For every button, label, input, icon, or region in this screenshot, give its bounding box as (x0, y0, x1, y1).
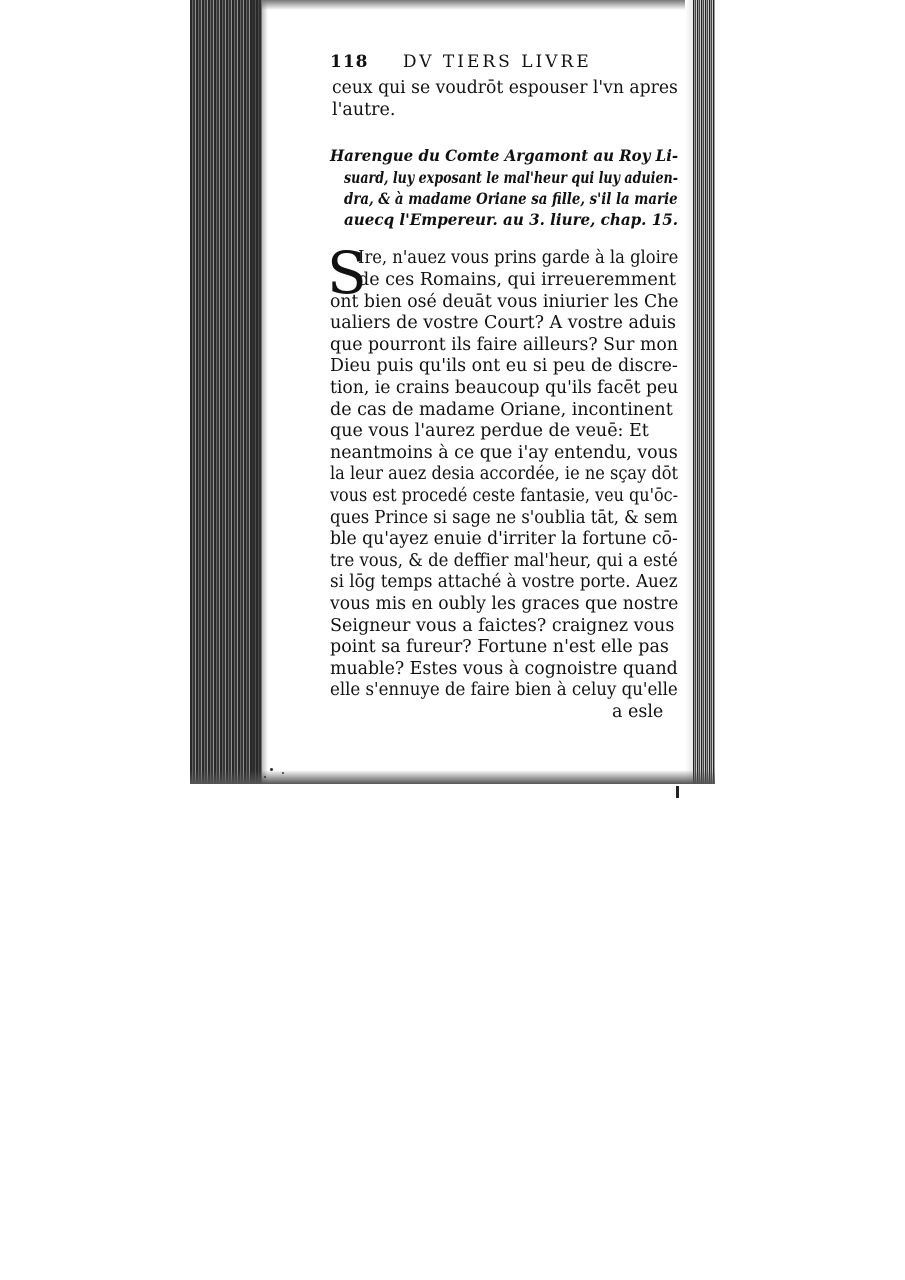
body-line: vous mis en oubly les graces que nostre (330, 594, 679, 614)
body-line: point sa fureur? Fortune n'est elle pas (330, 637, 669, 657)
body-line: muable? Estes vous à cognoistre quand (330, 659, 678, 679)
heading-line: auecq l'Empereur. au 3. liure, chap. 15. (344, 210, 678, 229)
scan-speck (270, 768, 273, 771)
book-fore-edge (693, 0, 715, 784)
drop-cap: S (327, 239, 367, 307)
body-line: la leur auez desia accordée, ie ne sçay dōt (330, 464, 679, 484)
body-line: ont bien osé deuāt vous iniurier les Che (330, 292, 679, 312)
body-line: que pourront ils faire ailleurs? Sur mon (330, 335, 678, 355)
running-header (330, 52, 630, 72)
scan-mark (676, 786, 679, 798)
page-number: 118 (330, 52, 369, 72)
body-line: de cas de madame Oriane, incontinent (330, 400, 673, 420)
running-title: DV TIERS LIVRE (402, 52, 592, 72)
body-line: tre vous, & de deffier mal'heur, qui a esté (330, 551, 678, 571)
body-line: ualiers de vostre Court? A vostre aduis (330, 313, 676, 333)
gutter-fade (250, 0, 268, 784)
body-line: Dieu puis qu'ils ont eu si peu de discre- (330, 356, 678, 376)
body-line: si lōg temps attaché à vostre porte. Auez (330, 572, 678, 592)
catchword: a esle (612, 702, 664, 722)
body-line: ques Prince si sage ne s'oublia tāt, & sem (330, 508, 678, 528)
body-line: tion, ie crains beaucoup qu'ils facēt peu (330, 378, 679, 398)
heading-line: dra, & à madame Oriane sa fille, s'il la marie (344, 189, 678, 208)
body-line: Seigneur vous a faictes? craignez vous (330, 616, 675, 636)
heading-line: Harengue du Comte Argamont au Roy Li- (330, 146, 679, 165)
scan-speck (282, 772, 284, 774)
body-line: de ces Romains, qui irreueremment (358, 270, 677, 290)
body-line: elle s'ennuye de faire bien à celuy qu'elle (330, 680, 678, 700)
opening-line: ceux qui se voudrōt espouser l'vn apres (332, 78, 678, 98)
heading-line: suard, luy exposant le mal'heur qui luy aduien- (344, 168, 678, 187)
page-right-margin (685, 0, 693, 784)
body-line: que vous l'aurez perdue de veuē: Et (330, 421, 649, 441)
body-line: neantmoins à ce que i'ay entendu, vous (330, 443, 678, 463)
body-line: vous est procedé ceste fantasie, veu qu'ōc- (330, 486, 679, 506)
opening-line: l'autre. (332, 100, 396, 120)
page-top-edge (262, 0, 693, 10)
body-line: Ire, n'auez vous prins garde à la gloire (358, 248, 679, 268)
body-line: ble qu'ayez enuie d'irriter la fortune cō- (330, 529, 678, 549)
scan-speck (264, 776, 266, 778)
page-bottom-edge (190, 770, 715, 784)
